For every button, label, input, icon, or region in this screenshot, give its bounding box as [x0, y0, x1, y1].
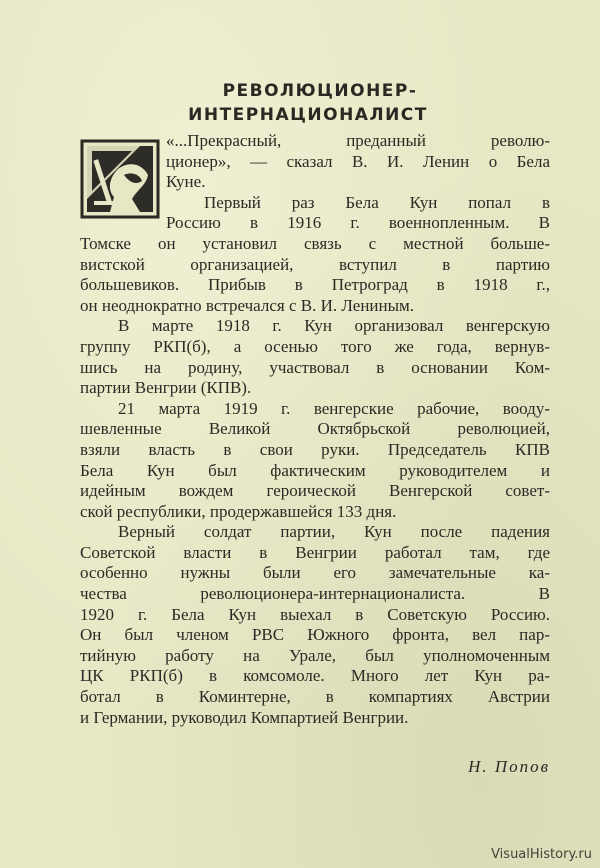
text-line: Куне.	[166, 172, 206, 192]
watermark: VisualHistory.ru	[491, 847, 592, 862]
text-line: особенно нужны были его замечательные ка-	[80, 563, 550, 583]
text-line: идейным вождем героической Венгерской совет-	[80, 481, 550, 501]
text-line: Бела Кун был фактическим руководителем и	[80, 460, 550, 480]
paragraph-1920	[80, 522, 550, 728]
text-line: шевленные Великой Октябрьской революцией,	[80, 419, 550, 439]
paragraph-1916	[80, 193, 550, 317]
article-title-line-1: РЕВОЛЮЦИОНЕР-	[222, 81, 418, 101]
text-line: «...Прекрасный, преданный револю-	[166, 131, 550, 150]
article-title-line-2: ИНТЕРНАЦИОНАЛИСТ	[188, 105, 428, 125]
text-line: 21 марта 1919 г. венгерские рабочие, вооду-	[118, 398, 550, 418]
text-line: В марте 1918 г. Кун организовал венгерскую	[118, 316, 550, 336]
text-line: и Германии, руководил Компартией Венгрии.	[80, 707, 409, 727]
text-line: партии Венгрии (КПВ).	[80, 378, 252, 398]
text-line: взяли власть в свои руки. Председатель КПВ	[80, 439, 550, 459]
paragraph-quote	[80, 131, 550, 193]
text-line: ционер», — сказал В. И. Ленин о Бела	[166, 151, 550, 171]
text-line: группу РКП(б), а осенью того же года, вернув-	[80, 336, 550, 356]
text-line: 1920 г. Бела Кун выехал в Советскую Россию.	[80, 604, 550, 624]
text-line: он неоднократно встречался с В. И. Лениным.	[80, 295, 415, 315]
paragraph-1918	[80, 316, 550, 398]
text-line: Он был членом РВС Южного фронта, вел пар-	[80, 625, 550, 645]
text-line: вистской организацией, вступил в партию	[80, 254, 550, 274]
text-line: ботал в Коминтерне, в компартиях Австрии	[80, 687, 550, 707]
text-line: Советской власти в Венгрии работал там, где	[80, 542, 550, 562]
article-body	[80, 131, 550, 728]
text-line: тийную работу на Урале, был уполномоченным	[80, 645, 550, 665]
text-line: ской республики, продержавшейся 133 дня.	[80, 501, 397, 521]
text-line: ЦК РКП(б) в комсомоле. Много лет Кун ра-	[80, 666, 550, 686]
paragraph-1919	[80, 399, 550, 523]
text-line: Верный солдат партии, Кун после падения	[118, 522, 550, 542]
text-line: шись на родину, участвовал в основании Ком-	[80, 357, 550, 377]
text-line: Россию в 1916 г. военнопленным. В	[166, 213, 550, 233]
text-line: Томске он установил связь с местной больше-	[80, 233, 550, 253]
text-line: чества революционера-интернационалиста. В	[80, 584, 550, 604]
text-line: большевиков. Прибыв в Петроград в 1918 г.,	[80, 275, 550, 295]
author-signature: Н. Попов	[468, 757, 550, 776]
text-line: Первый раз Бела Кун попал в	[204, 192, 550, 212]
